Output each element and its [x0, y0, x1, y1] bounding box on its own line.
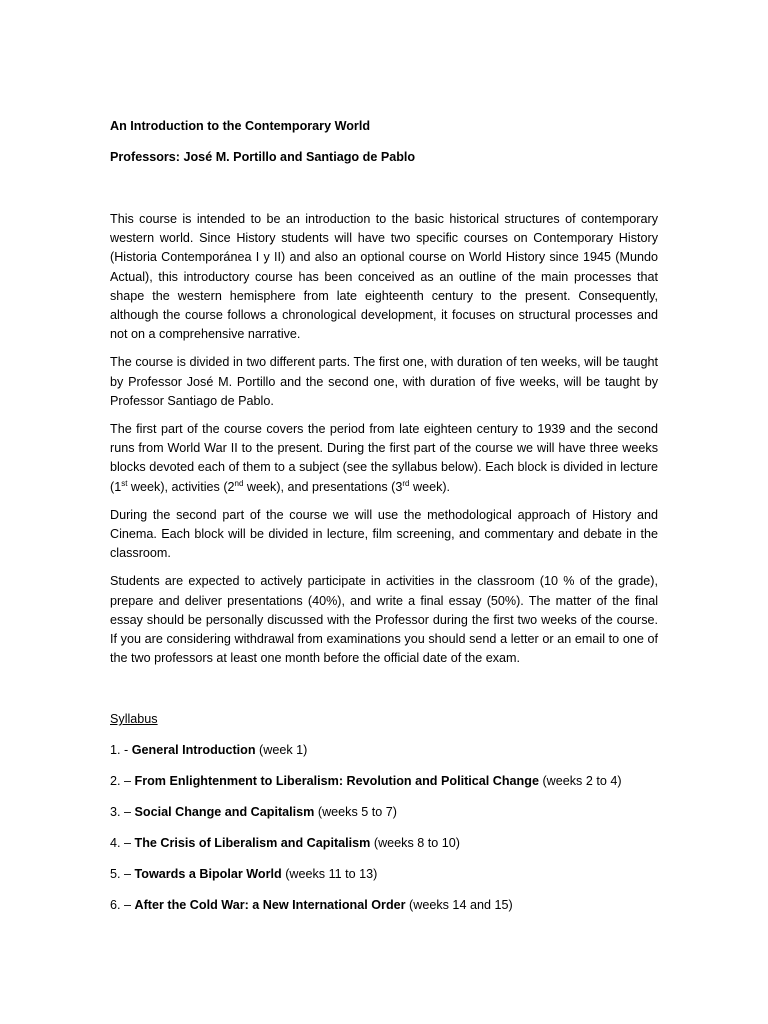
item-number: 2. –	[110, 774, 135, 789]
item-number: 5. –	[110, 867, 135, 882]
intro-paragraph: This course is intended to be an introduction to the basic historical structures of contemporary western world. Since History students will have two specific courses on Contemporary History (Historia Contemporánea I y II) and also an optional course on World History since 1945 (Mundo Actual), this introductory course has been conceived as an outline of the main processes that shape the western hemisphere from late eighteenth century to the present. Consequently, although the course follows a chronological development, it focuses on structural processes and not on a comprehensive narrative.	[110, 212, 658, 342]
second-part-paragraph: During the second part of the course we will use the methodological approach of History and Cinema. Each block will be divided in lecture, film screening, and commentary and debate in the classroom.	[110, 507, 658, 561]
item-number: 3. –	[110, 805, 135, 820]
syllabus-list	[110, 741, 658, 915]
first-part-paragraph	[110, 420, 658, 497]
item-title: After the Cold War: a New International Order	[134, 898, 406, 913]
syllabus-item	[110, 772, 658, 791]
item-weeks: (weeks 2 to 4)	[538, 774, 622, 789]
item-title: From Enlightenment to Liberalism: Revolution and Political Change	[134, 774, 539, 789]
item-title: Towards a Bipolar World	[134, 867, 282, 882]
syllabus-item	[110, 834, 658, 853]
ordinal-superscript: nd	[234, 478, 244, 488]
item-number: 4. –	[110, 836, 135, 851]
item-weeks: (weeks 5 to 7)	[314, 805, 397, 820]
paragraph-text: week), and presentations (3	[243, 479, 403, 494]
item-weeks: (weeks 14 and 15)	[405, 898, 513, 913]
syllabus-item	[110, 803, 658, 822]
syllabus-item	[110, 741, 658, 760]
document-page	[110, 117, 658, 915]
item-weeks: (week 1)	[255, 743, 308, 758]
item-number: 1. -	[110, 743, 132, 758]
paragraph-text: week).	[409, 479, 451, 494]
paragraph-text: The first part of the course covers the period from late eighteen century to 1939 and the second runs from World War II to the present. During the first part of the course we will have three weeks blocks devoted each of them to a subject (see the syllabus below). Each block is divided in lecture (1	[110, 422, 658, 494]
item-number: 6. –	[110, 898, 135, 913]
syllabus-item	[110, 865, 658, 884]
course-title: An Introduction to the Contemporary World	[110, 119, 371, 133]
assessment-paragraph: Students are expected to actively participate in activities in the classroom (10 % of the grade), prepare and deliver presentations (40%), and write a final essay (50%). The matter of the final essay should be personally discussed with the Professor during the first two weeks of the course. If you are considering withdrawal from examinations you should send a letter or an email to one of the two professors at least one month before the official date of the exam.	[110, 574, 658, 666]
item-title: General Introduction	[131, 743, 256, 758]
ordinal-superscript: st	[121, 478, 128, 488]
ordinal-superscript: rd	[402, 478, 410, 488]
syllabus-heading: Syllabus	[110, 712, 158, 727]
item-weeks: (weeks 11 to 13)	[281, 867, 378, 882]
syllabus-item	[110, 896, 658, 915]
course-parts-paragraph: The course is divided in two different parts. The first one, with duration of ten weeks, will be taught by Professor José M. Portillo and the second one, with duration of five weeks, will be taught by Professor Santiago de Pablo.	[110, 355, 658, 408]
item-weeks: (weeks 8 to 10)	[370, 836, 460, 851]
paragraph-text: week), activities (2	[127, 479, 235, 494]
professors-line: Professors: José M. Portillo and Santiago de Pablo	[110, 150, 416, 164]
item-title: Social Change and Capitalism	[134, 805, 315, 820]
item-title: The Crisis of Liberalism and Capitalism	[134, 836, 371, 851]
